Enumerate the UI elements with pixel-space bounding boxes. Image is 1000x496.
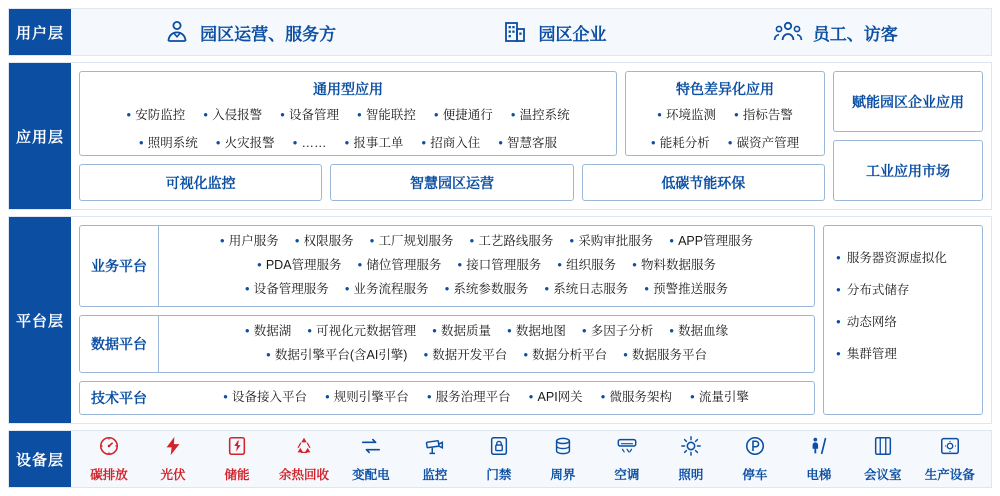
device-label: 照明 (678, 468, 704, 482)
chip-item[interactable]: ● PDA管理服务 (257, 254, 342, 278)
enable-park-enterprise-app-box[interactable]: 赋能园区企业应用 (833, 71, 983, 132)
special-application-row1 (634, 105, 816, 127)
chip-item[interactable]: ● 工艺路线服务 (470, 230, 554, 254)
special-application-title: 特色差异化应用 (676, 81, 774, 97)
device-waste-heat-recovery[interactable] (279, 435, 329, 483)
chip-item[interactable]: ● 数据分析平台 (523, 344, 607, 368)
general-application-title: 通用型应用 (313, 81, 383, 97)
chip-item[interactable]: ● 接口管理服务 (457, 254, 541, 278)
battery-storage-icon (226, 435, 248, 462)
device-layer-band (8, 430, 992, 488)
chip-item[interactable]: ● 智慧客服 (498, 133, 557, 155)
platform-layer-body (71, 217, 991, 423)
chip-item[interactable]: ● 智能联控 (357, 105, 416, 127)
chip-item[interactable]: ● 安防监控 (126, 105, 185, 127)
chip-item[interactable]: ● 用户服务 (220, 230, 279, 254)
chip-item[interactable]: ● 环境监测 (657, 105, 716, 127)
operations-person-icon (164, 19, 190, 45)
device-access-control[interactable] (477, 435, 521, 483)
device-label: 监控 (422, 468, 448, 482)
application-side-column (833, 71, 983, 201)
air-conditioner-icon (616, 435, 638, 462)
chip-item[interactable]: ● 数据质量 (432, 320, 491, 344)
user-role-enterprise-label: 园区企业 (538, 24, 607, 44)
special-application-box[interactable] (625, 71, 825, 156)
device-meeting-room[interactable] (861, 435, 905, 483)
device-air-conditioner[interactable] (605, 435, 649, 483)
device-label: 电梯 (806, 468, 832, 482)
chip-item[interactable]: ● 物料数据服务 (632, 254, 716, 278)
chip-item[interactable]: ● 火灾报警 (216, 133, 275, 155)
app-visual-monitor-box[interactable]: 可视化监控 (79, 164, 322, 201)
office-building-icon (502, 19, 528, 45)
business-platform-row2 (159, 254, 814, 278)
device-elevator[interactable] (797, 435, 841, 483)
user-role-operations[interactable] (164, 19, 336, 45)
device-lighting[interactable] (669, 435, 713, 483)
chip-item[interactable]: ● 流量引擎 (690, 386, 749, 410)
application-main-column (79, 71, 825, 201)
device-layer-label: 设备层 (9, 431, 71, 487)
data-platform-items (158, 316, 814, 372)
chip-item[interactable]: ● 系统参数服务 (445, 278, 529, 302)
tech-platform-row1 (158, 386, 814, 410)
recycle-heat-icon (293, 435, 315, 462)
user-layer-label: 用户层 (9, 9, 71, 55)
chip-item[interactable]: ● 储位管理服务 (358, 254, 442, 278)
chip-item[interactable]: ● 工厂规划服务 (370, 230, 454, 254)
user-layer-band (8, 8, 992, 56)
device-perimeter[interactable] (541, 435, 585, 483)
device-label: 光伏 (160, 468, 186, 482)
data-platform-row2 (159, 344, 814, 368)
chip-item[interactable]: ● APP管理服务 (669, 230, 753, 254)
business-platform-title: 业务平台 (91, 258, 147, 274)
transformer-icon (360, 435, 382, 462)
infra-item: ● 分布式储存 (836, 282, 972, 300)
device-energy-storage[interactable] (215, 435, 259, 483)
industrial-app-market-box[interactable]: 工业应用市场 (833, 140, 983, 201)
lightning-bolt-icon (162, 435, 184, 462)
chip-item[interactable]: ● 多因子分析 (582, 320, 653, 344)
chip-item[interactable]: ● 采购审批服务 (569, 230, 653, 254)
application-layer-body (71, 63, 991, 209)
chip-item[interactable]: ● 能耗分析 (651, 133, 710, 155)
device-label: 碳排放 (90, 468, 128, 482)
cctv-camera-icon (424, 435, 446, 462)
application-layer-band (8, 62, 992, 210)
parking-icon (744, 435, 766, 462)
perimeter-icon (552, 435, 574, 462)
chip-item[interactable]: ● 组织服务 (557, 254, 616, 278)
chip-item[interactable]: ● 设备管理服务 (245, 278, 329, 302)
data-platform-row1 (159, 320, 814, 344)
chip-item[interactable]: ● 设备管理 (280, 105, 339, 127)
infra-item: ● 服务器资源虚拟化 (836, 250, 972, 268)
chip-item[interactable]: ● 指标告警 (734, 105, 793, 127)
chip-item[interactable]: ● …… (293, 133, 327, 155)
application-bottom-row (79, 164, 825, 201)
infrastructure-box[interactable] (823, 225, 983, 415)
device-parking[interactable] (733, 435, 777, 483)
device-label: 储能 (224, 468, 250, 482)
platform-layer-band (8, 216, 992, 424)
device-production-equipment[interactable] (925, 435, 975, 483)
user-role-staff-visitor-label: 员工、访客 (812, 24, 898, 44)
user-role-staff-visitor[interactable] (773, 19, 898, 45)
platform-layer-label: 平台层 (9, 217, 71, 423)
lighting-sun-icon (680, 435, 702, 462)
special-application-row2 (634, 133, 816, 155)
chip-item[interactable]: ● 数据开发平台 (423, 344, 507, 368)
chip-item[interactable]: ● 服务治理平台 (427, 386, 511, 410)
device-transformer[interactable] (349, 435, 393, 483)
general-application-box[interactable] (79, 71, 617, 156)
chip-item[interactable]: ● 设备接入平台 (223, 386, 307, 410)
device-label: 变配电 (352, 468, 390, 482)
tech-platform-items (158, 382, 814, 414)
platform-main-column (79, 225, 815, 415)
chip-item[interactable]: ● 微服务架构 (601, 386, 672, 410)
user-role-operations-label: 园区运营、服务方 (200, 24, 337, 44)
chip-item[interactable]: ● 照明系统 (139, 133, 198, 155)
chip-item[interactable]: ● 可视化元数据管理 (307, 320, 416, 344)
chip-item[interactable]: ● 数据引擎平台(含AI引擎) (266, 344, 407, 368)
chip-item[interactable]: ● 碳资产管理 (728, 133, 799, 155)
chip-item[interactable]: ● API网关 (529, 386, 583, 410)
chip-item[interactable]: ● 数据血缘 (669, 320, 728, 344)
data-platform-box[interactable] (79, 315, 815, 373)
user-role-enterprise[interactable] (502, 19, 606, 45)
device-label: 空调 (614, 468, 640, 482)
device-label: 周界 (550, 468, 576, 482)
access-lock-icon (488, 435, 510, 462)
device-label: 门禁 (486, 468, 512, 482)
device-label: 会议室 (864, 468, 902, 482)
chip-item[interactable]: ● 温控系统 (511, 105, 570, 127)
meeting-room-icon (872, 435, 894, 462)
chip-item[interactable]: ● 招商入住 (421, 133, 480, 155)
business-platform-row3 (159, 278, 814, 302)
chip-item[interactable]: ● 数据服务平台 (623, 344, 707, 368)
device-cctv[interactable] (413, 435, 457, 483)
chip-item[interactable]: ● 预警推送服务 (644, 278, 728, 302)
user-layer-body (71, 9, 991, 55)
general-application-row2 (88, 133, 608, 155)
device-label: 余热回收 (278, 468, 329, 482)
elevator-icon (808, 435, 830, 462)
app-smart-park-ops-box[interactable]: 智慧园区运营 (330, 164, 573, 201)
business-platform-row1 (159, 230, 814, 254)
device-photovoltaic[interactable] (151, 435, 195, 483)
people-group-icon (773, 19, 803, 45)
general-application-row1 (88, 105, 608, 127)
infra-item: ● 动态网络 (836, 314, 972, 332)
chip-item[interactable]: ● 入侵报警 (203, 105, 262, 127)
device-layer-body (71, 431, 991, 487)
chip-item[interactable]: ● 系统日志服务 (544, 278, 628, 302)
business-platform-box[interactable] (79, 225, 815, 307)
tech-platform-title: 技术平台 (91, 390, 147, 406)
chip-item[interactable]: ● 规则引擎平台 (325, 386, 409, 410)
device-label: 停车 (742, 468, 768, 482)
chip-item[interactable]: ● 业务流程服务 (345, 278, 429, 302)
production-equipment-icon (939, 435, 961, 462)
chip-item[interactable]: ● 权限服务 (295, 230, 354, 254)
tech-platform-box[interactable] (79, 381, 815, 415)
chip-item[interactable]: ● 数据湖 (245, 320, 291, 344)
application-top-row (79, 71, 825, 156)
chip-item[interactable]: ● 数据地图 (507, 320, 566, 344)
gauge-icon (98, 435, 120, 462)
device-carbon-emission[interactable] (87, 435, 131, 483)
business-platform-items (158, 226, 814, 306)
infra-item: ● 集群管理 (836, 346, 972, 364)
chip-item[interactable]: ● 报事工单 (344, 133, 403, 155)
chip-item[interactable]: ● 便捷通行 (434, 105, 493, 127)
application-layer-label: 应用层 (9, 63, 71, 209)
data-platform-title: 数据平台 (91, 336, 147, 352)
app-low-carbon-box[interactable]: 低碳节能环保 (582, 164, 825, 201)
device-label: 生产设备 (924, 468, 975, 482)
